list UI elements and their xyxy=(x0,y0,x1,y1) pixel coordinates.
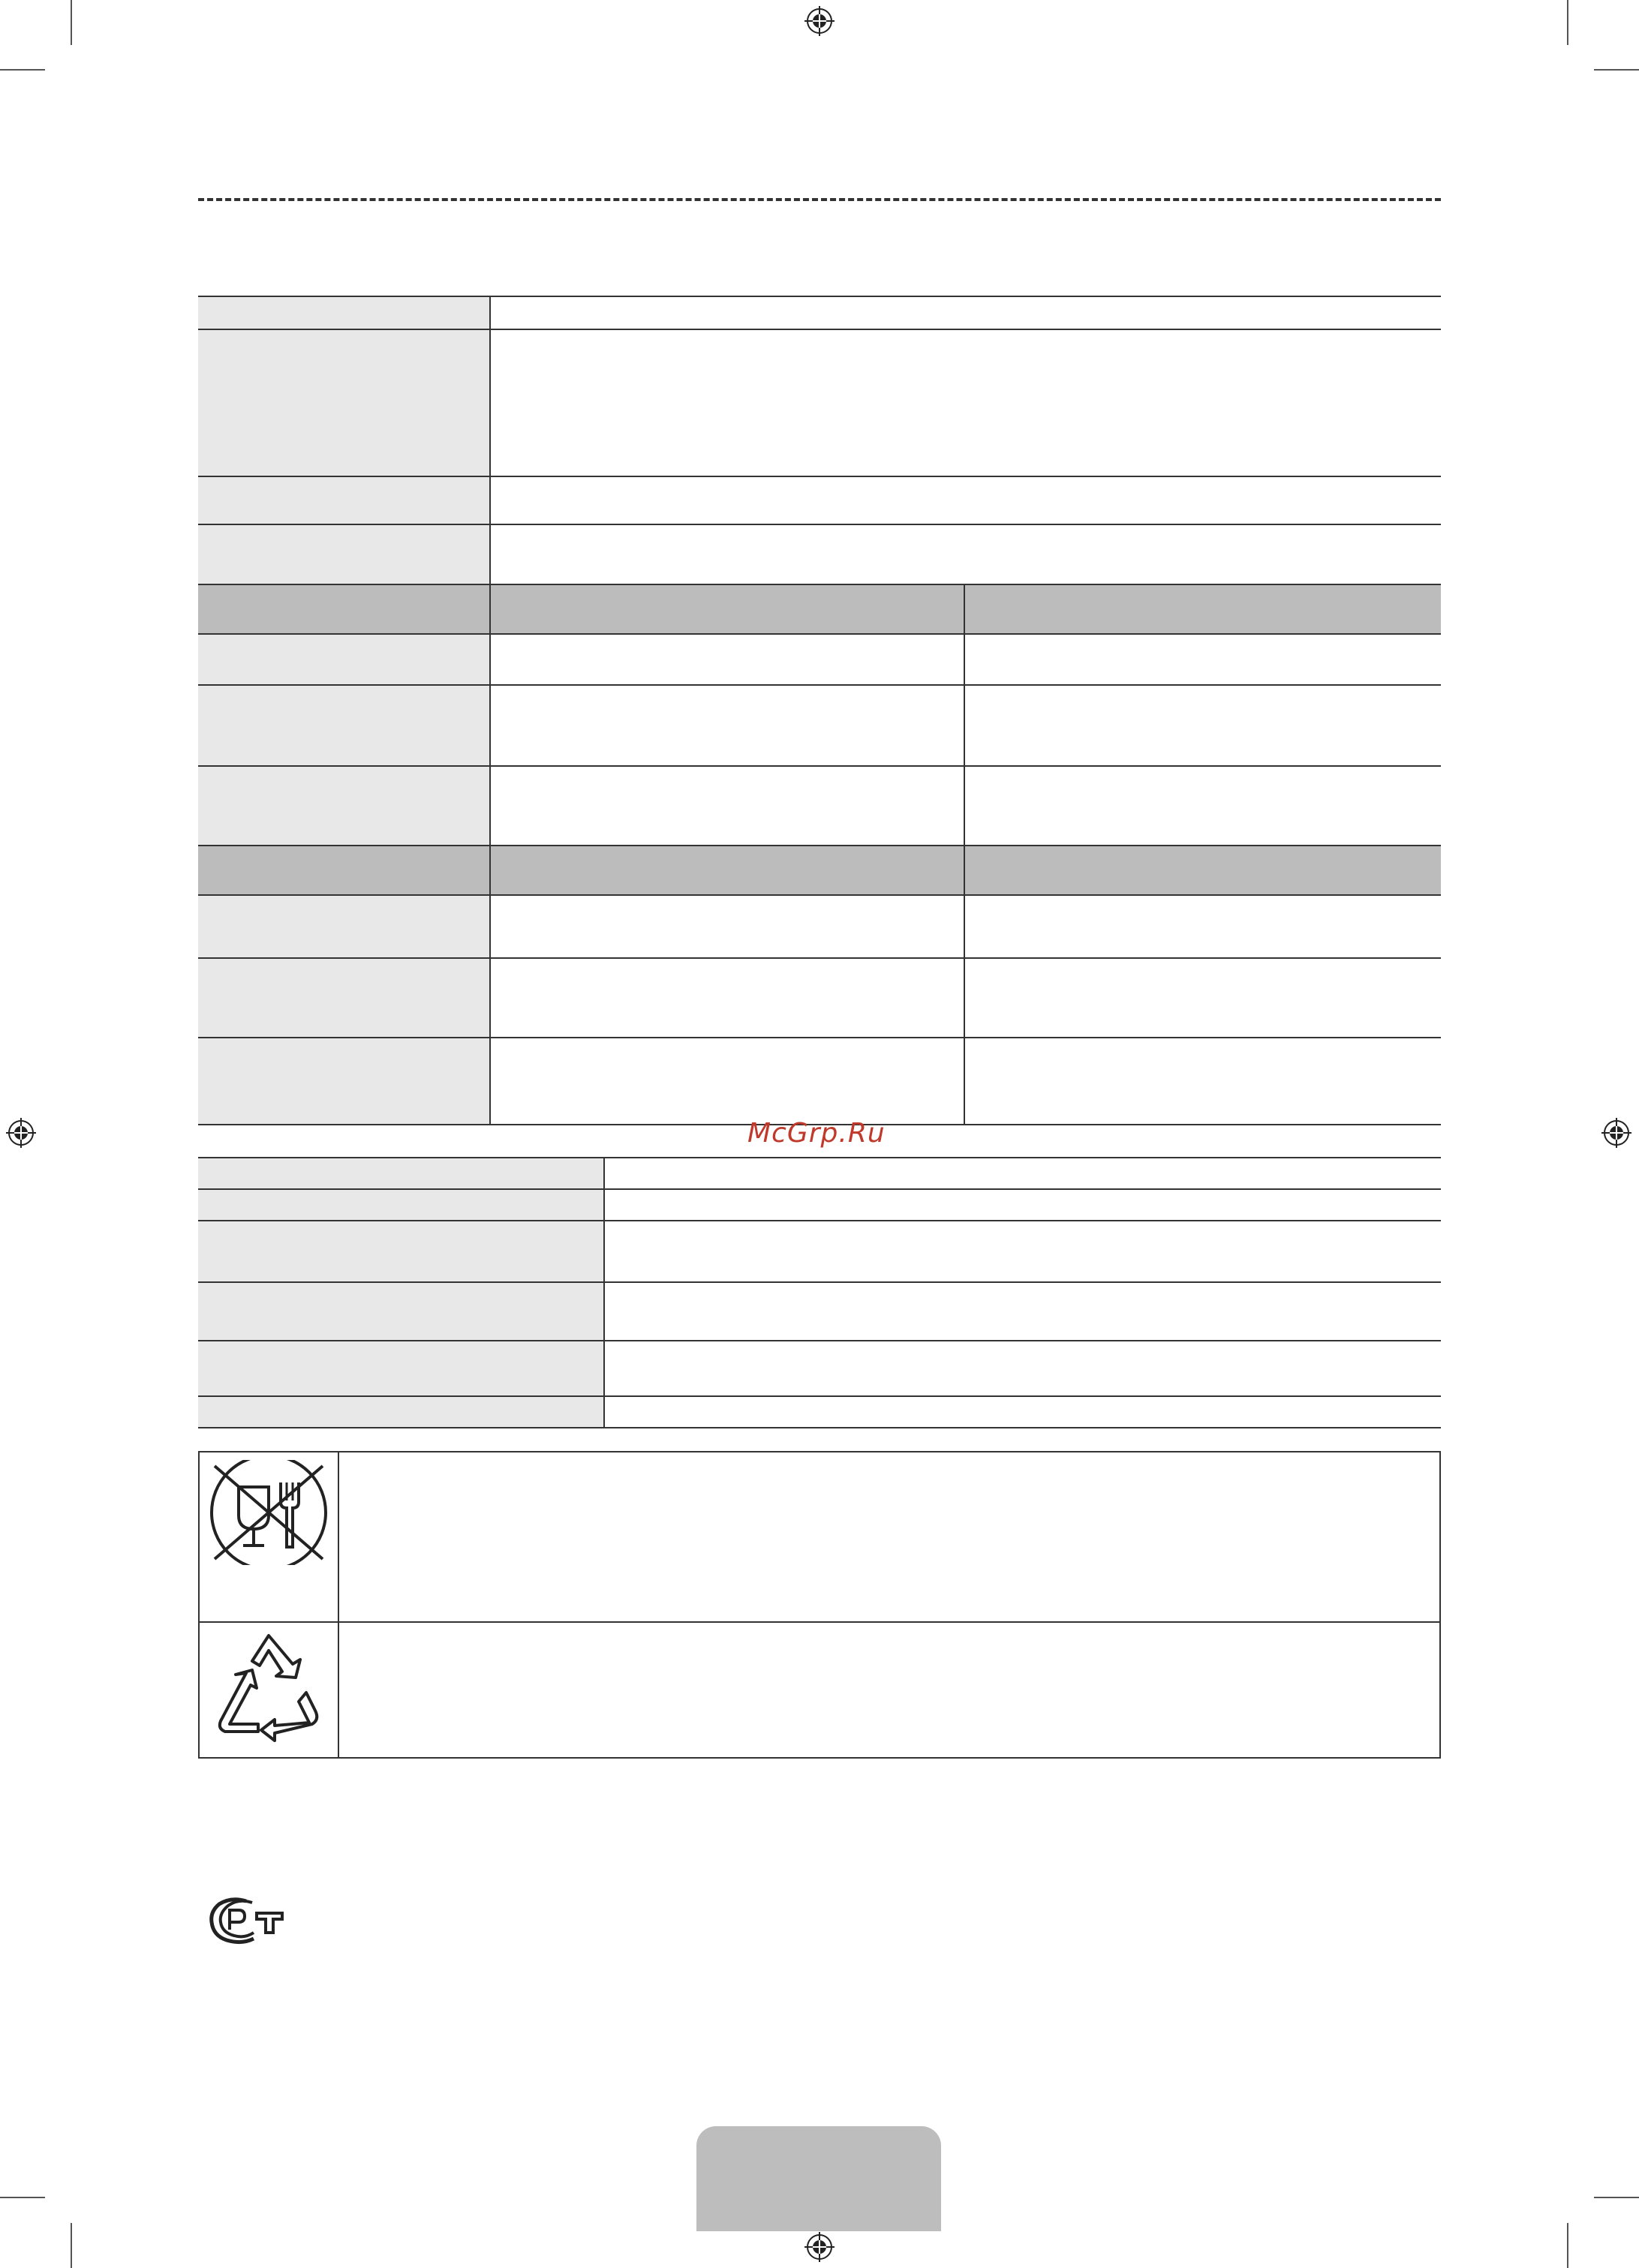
crop-mark xyxy=(1567,0,1568,45)
table-rule xyxy=(198,894,1441,896)
table-rule xyxy=(198,1037,1441,1038)
crop-mark xyxy=(71,0,72,45)
table-rule xyxy=(198,296,1441,297)
label-cell xyxy=(198,525,489,584)
label-cell xyxy=(198,330,489,476)
table-rule xyxy=(198,1220,1441,1221)
symbols-table xyxy=(198,1451,1441,1759)
table-column-rule xyxy=(338,1452,339,1757)
no-food-contact-icon xyxy=(209,1460,329,1565)
crop-mark xyxy=(0,2197,45,2198)
crop-mark xyxy=(1567,2223,1568,2268)
crop-mark xyxy=(1594,69,1639,71)
label-cell xyxy=(198,635,489,684)
table-rule xyxy=(198,1188,1441,1190)
registration-mark-icon xyxy=(1601,1118,1631,1148)
label-cell xyxy=(198,767,489,845)
table-rule xyxy=(198,1157,1441,1158)
label-cell xyxy=(198,1221,603,1281)
label-cell xyxy=(198,1190,603,1220)
section-divider xyxy=(198,198,1441,201)
table-rule xyxy=(200,1621,1439,1623)
table-rule xyxy=(198,845,1441,846)
registration-mark-icon xyxy=(804,2232,835,2262)
crop-mark xyxy=(1594,2197,1639,2198)
crop-mark xyxy=(0,69,45,71)
label-cell xyxy=(198,686,489,765)
label-cell xyxy=(198,477,489,524)
table-rule xyxy=(198,957,1441,959)
table-column-rule xyxy=(489,296,491,1125)
table-rule xyxy=(198,633,1441,635)
table-column-rule xyxy=(603,1157,605,1428)
table-column-rule xyxy=(964,584,965,1125)
recycle-icon xyxy=(207,1628,330,1748)
watermark: McGrp.Ru xyxy=(747,1118,886,1149)
table-rule xyxy=(198,1340,1441,1341)
label-cell xyxy=(198,1038,489,1124)
crop-mark xyxy=(71,2223,72,2268)
table-rule xyxy=(198,524,1441,525)
page-number-tab xyxy=(696,2126,941,2231)
label-cell xyxy=(198,1283,603,1340)
label-cell xyxy=(198,896,489,957)
table-rule xyxy=(198,329,1441,330)
label-cell xyxy=(198,1341,603,1395)
table-rule xyxy=(198,1281,1441,1283)
registration-mark-icon xyxy=(6,1118,36,1148)
table-rule xyxy=(198,684,1441,686)
table-rule xyxy=(198,476,1441,477)
label-cell xyxy=(198,959,489,1037)
label-cell xyxy=(198,1158,603,1188)
pct-certification-icon xyxy=(209,1895,290,1946)
label-cell xyxy=(198,297,489,329)
table-rule xyxy=(198,1427,1441,1428)
label-cell xyxy=(198,1397,603,1427)
table-rule xyxy=(198,765,1441,767)
header-row xyxy=(198,585,1441,633)
table-rule xyxy=(198,584,1441,585)
registration-mark-icon xyxy=(804,6,835,36)
table-rule xyxy=(198,1395,1441,1397)
header-row xyxy=(198,846,1441,894)
